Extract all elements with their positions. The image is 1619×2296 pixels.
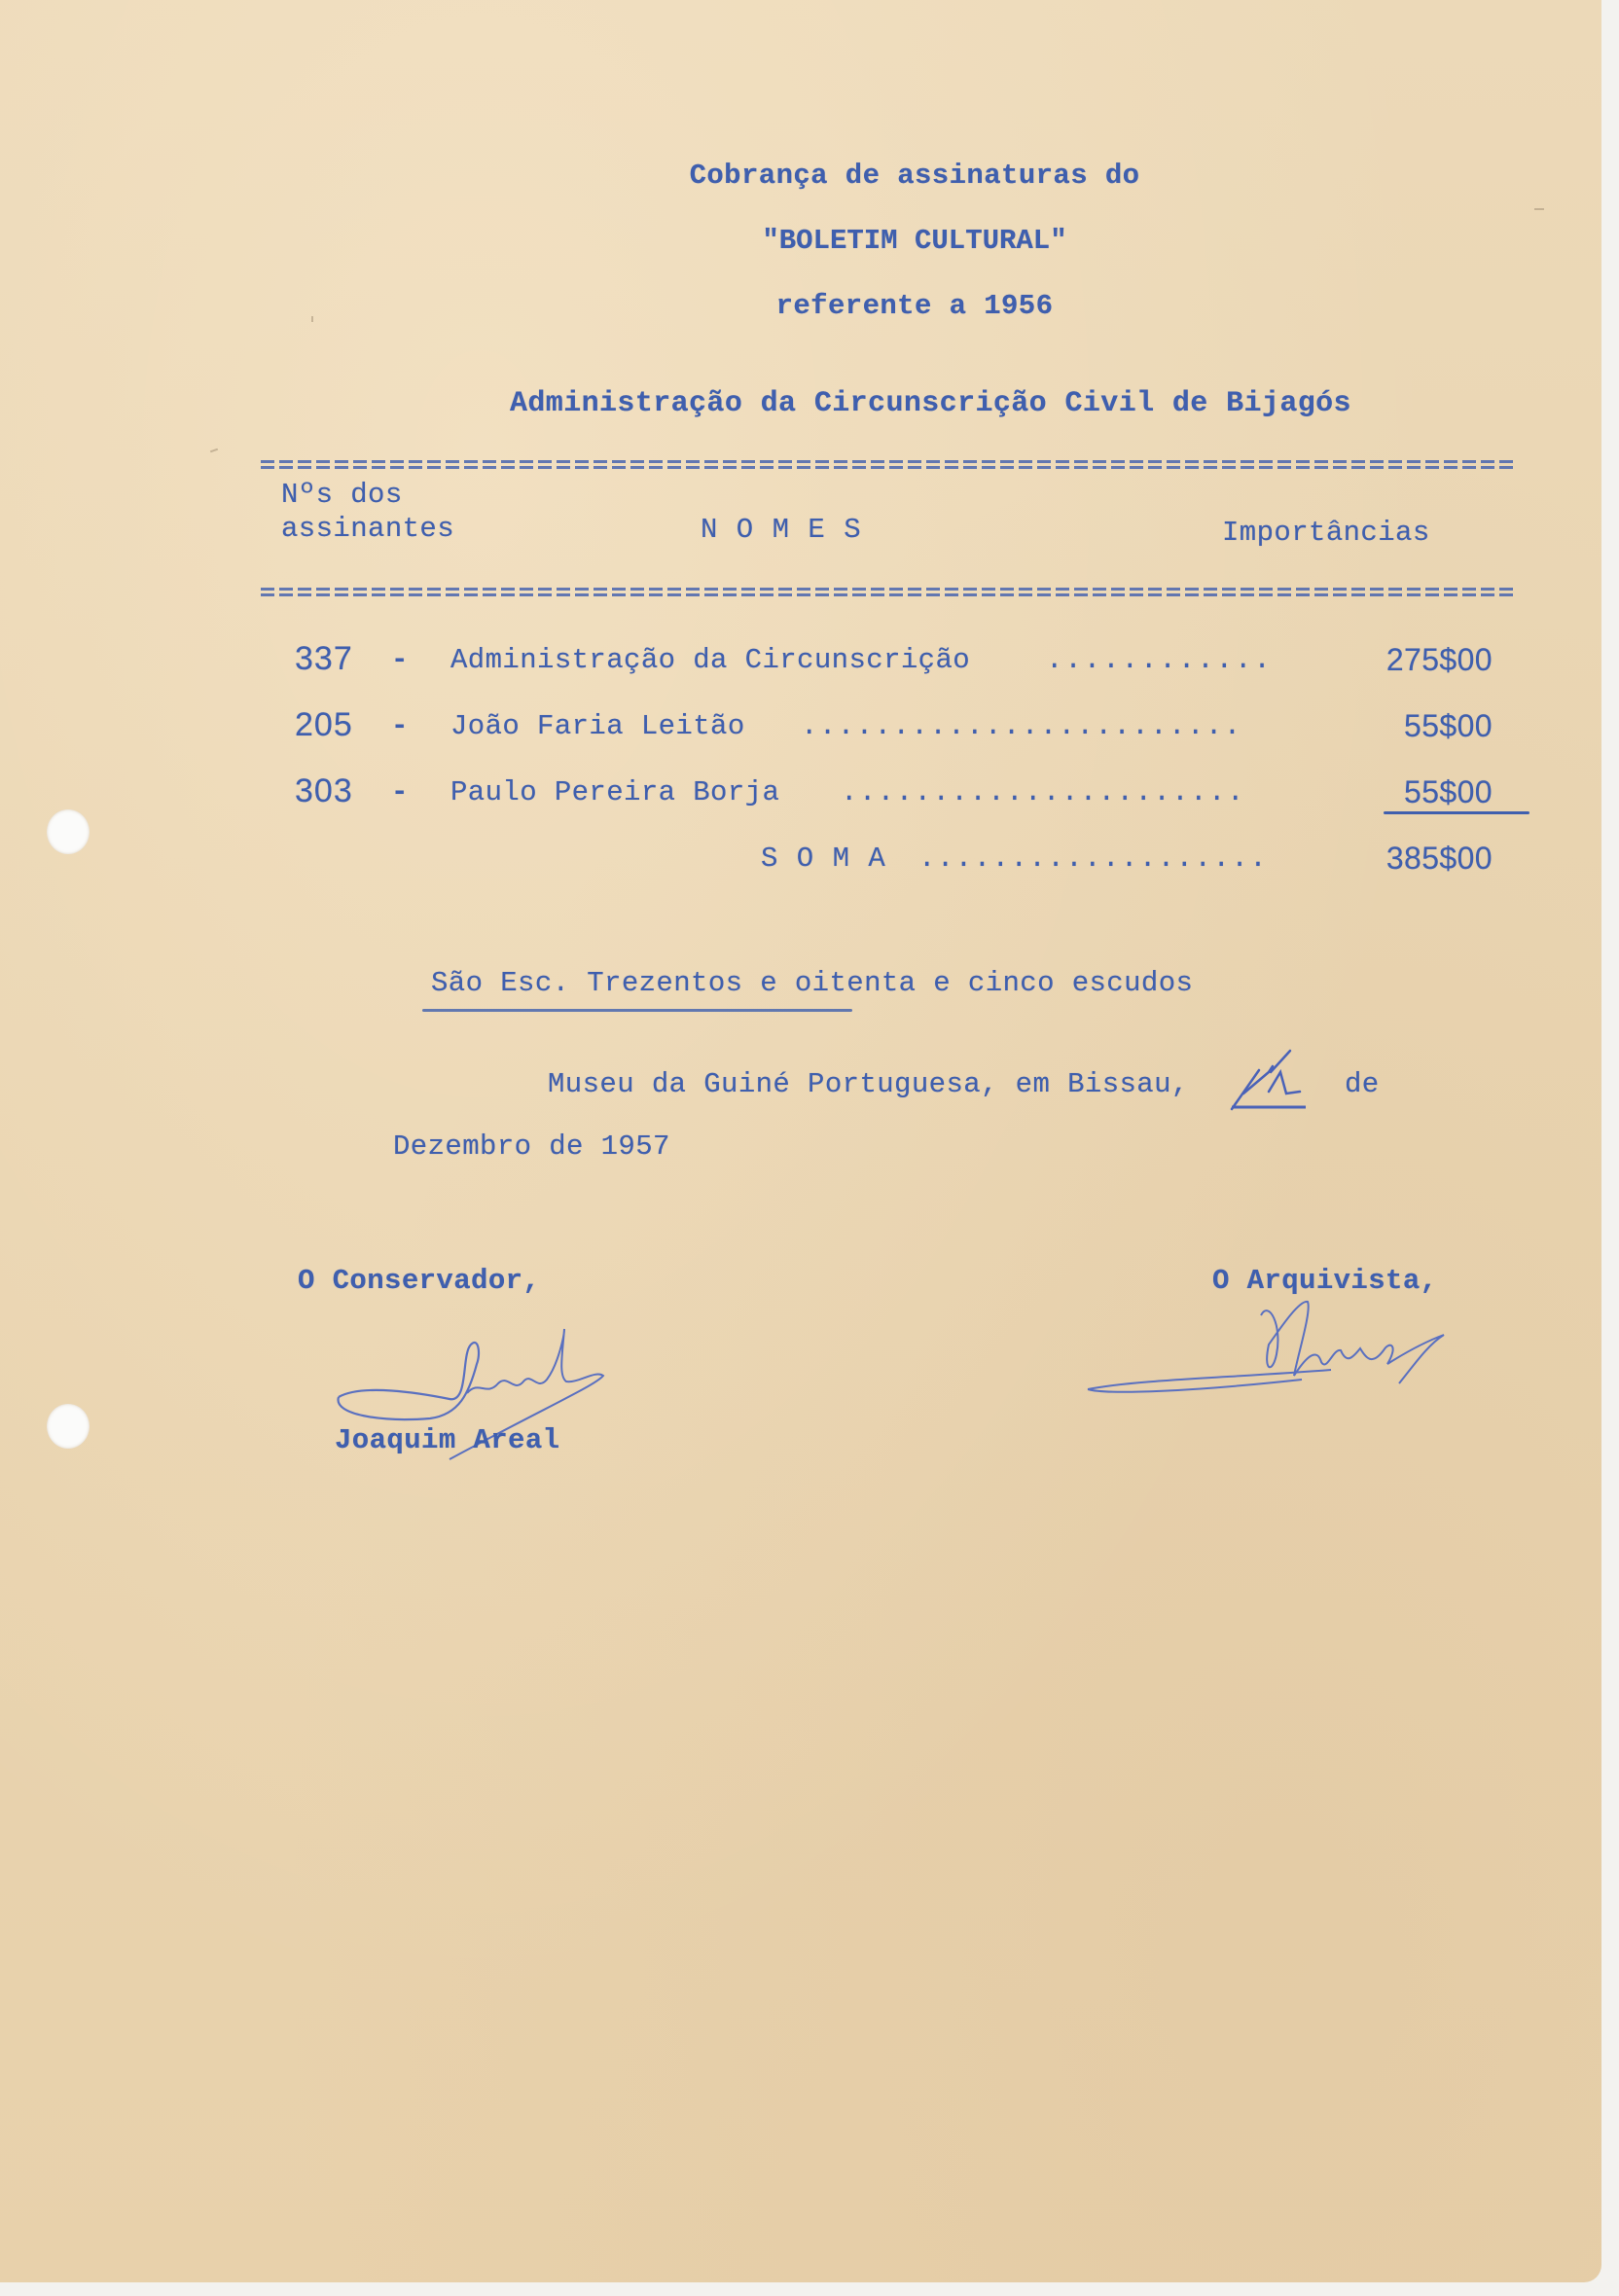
paper-mark bbox=[210, 448, 218, 453]
row-2-amount: 55$00 bbox=[1404, 708, 1493, 743]
row-1-leader: ............ bbox=[1046, 644, 1273, 676]
signature-arquivista bbox=[1078, 1286, 1467, 1403]
row-2-dash: - bbox=[391, 710, 409, 742]
header-subscriber-no-line2: assinantes bbox=[281, 513, 455, 545]
row-1-dash: - bbox=[391, 644, 409, 676]
title-line-2: "BOLETIM CULTURAL" bbox=[762, 225, 1067, 257]
signatory-left-name: Joaquim Areal bbox=[335, 1424, 560, 1456]
handwritten-day-17 bbox=[1230, 1043, 1317, 1121]
title-line-3: referente a 1956 bbox=[775, 290, 1054, 322]
row-1-name: Administração da Circunscrição bbox=[450, 644, 971, 676]
double-rule-bottom bbox=[261, 587, 1514, 596]
place-date-line1: Museu da Guiné Portuguesa, em Bissau, bbox=[548, 1068, 1189, 1100]
administration-subtitle: Administração da Circunscrição Civil de Bijagós bbox=[510, 387, 1351, 420]
amount-in-words: São Esc. Trezentos e oitenta e cinco escudos bbox=[431, 967, 1194, 999]
row-1-amount: 275$00 bbox=[1385, 642, 1493, 677]
title-line-1: Cobrança de assinaturas do bbox=[689, 160, 1140, 192]
punch-hole-top bbox=[47, 809, 90, 854]
total-amount: 385$00 bbox=[1385, 841, 1493, 876]
row-3-dash: - bbox=[391, 776, 409, 808]
place-date-line2: Dezembro de 1957 bbox=[393, 1130, 670, 1163]
amount-in-words-underline bbox=[422, 1009, 852, 1012]
punch-hole-bottom bbox=[47, 1404, 90, 1449]
row-1-number: 337 bbox=[295, 640, 353, 677]
row-3-number: 303 bbox=[295, 772, 353, 809]
place-date-de: de bbox=[1345, 1068, 1380, 1100]
header-amounts: Importâncias bbox=[1222, 517, 1430, 549]
row-3-leader: ...................... bbox=[841, 776, 1245, 808]
header-names: N O M E S bbox=[701, 514, 862, 546]
subtotal-underline bbox=[1384, 811, 1529, 814]
row-3-amount: 55$00 bbox=[1404, 774, 1493, 809]
total-leader: ................... bbox=[918, 843, 1269, 875]
double-rule-top bbox=[261, 459, 1514, 469]
row-3-name: Paulo Pereira Borja bbox=[450, 776, 780, 808]
row-2-name: João Faria Leitão bbox=[450, 710, 745, 742]
header-subscriber-no-line1: Nºs dos bbox=[281, 479, 403, 511]
row-2-number: 205 bbox=[295, 706, 353, 743]
row-2-leader: ........................ bbox=[801, 710, 1242, 742]
signatory-right-title: O Arquivista, bbox=[1212, 1265, 1438, 1297]
total-label: S O M A bbox=[761, 843, 886, 875]
paper-mark bbox=[1534, 208, 1544, 210]
signatory-left-title: O Conservador, bbox=[298, 1265, 541, 1297]
